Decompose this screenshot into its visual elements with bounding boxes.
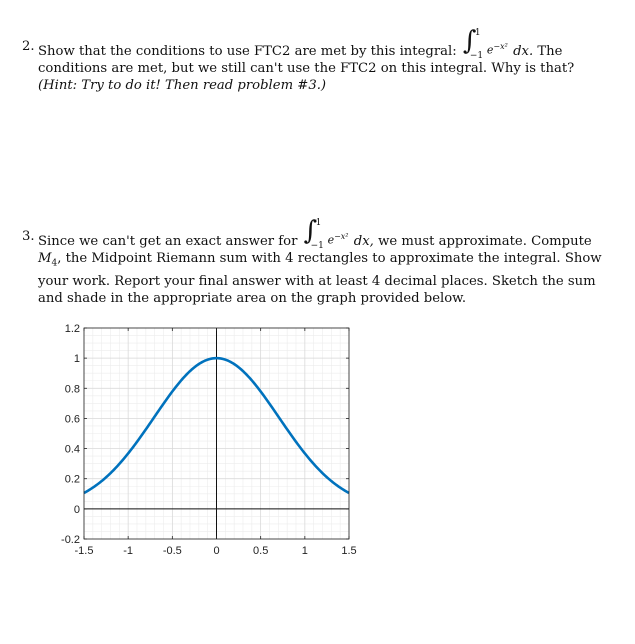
integrand-exponent: −x²: [493, 42, 508, 51]
y-tick-label: 0: [73, 503, 80, 516]
integral-lower-limit: −1: [469, 51, 484, 61]
problem-3-text-mid: we must approximate. Compute: [378, 234, 592, 249]
y-tick-label: 1: [73, 353, 80, 366]
m-subscript: 4: [51, 258, 58, 269]
problem-3-text-after: , the Midpoint Riemann sum with 4 rectangles to approximate the integral. Show your work. Report your final answer with at least 4 decimal places. Sketch the sum and shade in the appropriate area on the graph provided below.: [38, 251, 602, 306]
problem-3-number: 3.: [22, 229, 35, 244]
integral-sign-icon: ∫: [462, 26, 477, 56]
y-tick-label: 0.2: [64, 473, 80, 486]
x-tick-label: -0.5: [162, 545, 182, 557]
differential: dx.: [513, 44, 534, 59]
problem-2-number: 2.: [22, 39, 35, 54]
y-tick-label: 0.8: [64, 383, 80, 396]
integral-upper-limit: 1: [474, 28, 481, 38]
integral-sign-icon: ∫: [303, 216, 318, 246]
integrand-base: e: [327, 233, 335, 247]
y-tick-label: 0.6: [64, 413, 80, 426]
integrand-base: e: [486, 43, 494, 57]
integrand-exponent: −x²: [334, 232, 349, 241]
y-tick-label: 0.4: [64, 443, 80, 456]
x-tick-label: 0: [213, 545, 220, 557]
x-tick-label: 0.5: [253, 545, 269, 557]
integral-lower-limit: −1: [310, 241, 324, 251]
m-letter: M: [38, 251, 52, 266]
differential: dx,: [353, 234, 374, 249]
x-tick-label: -1: [123, 545, 134, 557]
x-tick-label: -1.5: [74, 545, 94, 557]
y-tick-label: -0.2: [61, 534, 80, 546]
x-tick-label: 1.5: [341, 545, 357, 557]
x-tick-label: 1: [301, 545, 308, 557]
y-tick-label: 1.2: [64, 323, 80, 335]
problem-3-text-before: Since we can't get an exact answer for: [38, 234, 298, 249]
problem-2-text-before: Show that the conditions to use FTC2 are met by this integral:: [38, 44, 457, 59]
problem-2-hint: (Hint: Try to do it! Then read problem #3.): [38, 78, 327, 93]
problem-2-text-after: The conditions are met, but we still can't use the FTC2 on this integral. Why is that?: [38, 44, 575, 76]
integral-upper-limit: 1: [315, 218, 322, 228]
